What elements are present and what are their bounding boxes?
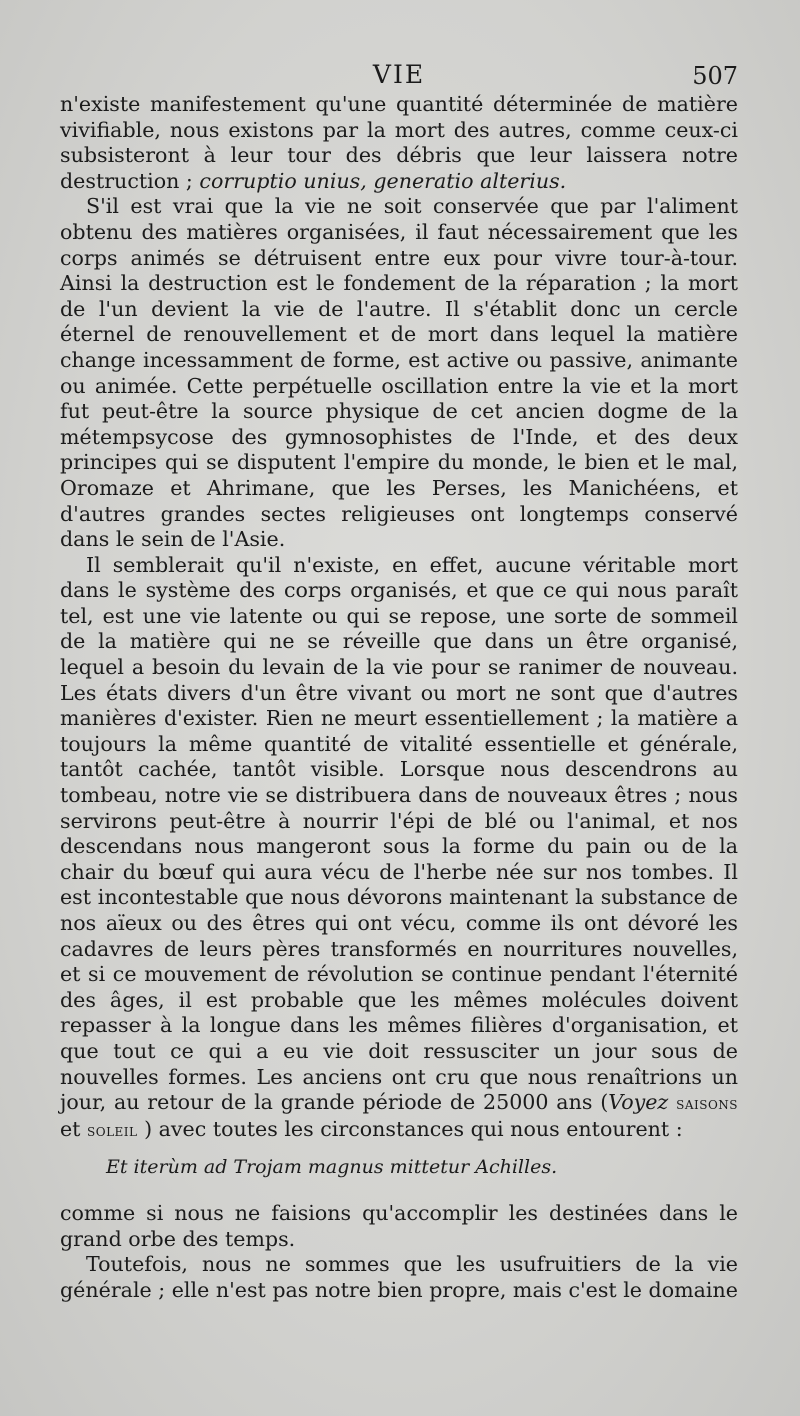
paragraph-5: Toutefois, nous ne sommes que les usufruitiers de la vie générale ; elle n'est pas notre bien propre, mais c'est le domaine [60,1252,738,1302]
cross-ref-voyez: Voyez [608,1090,669,1115]
paragraph-2: S'il est vrai que la vie ne soit conservée que par l'aliment obtenu des matières organisées, il faut nécessairement que les corps animés se détruisent entre eux pour vivre tour-à-tour. Ainsi la destruction est le fondement de la réparation ; la mort de l'un devient la vie de l'autre. Il s'établit donc un cercle éternel de renouvellement et de mort dans lequel la matière change incessamment de forme, est active ou passive, animante ou animée. Cette perpétuelle oscillation entre la vie et la mort fut peut-être la source physique de cet ancien dogme de la métempsycose des gymnosophistes de l'Inde, et des deux principes qui se disputent l'empire du monde, le bien et le mal, Oromaze et Ahrimane, que les Perses, les Manichéens, et d'autres grandes sectes religieuses ont longtemps conservé dans le sein de l'Asie. [60,194,738,552]
paragraph-4: comme si nous ne faisions qu'accomplir les destinées dans le grand orbe des temps. [60,1200,738,1251]
running-head [60,58,738,92]
paragraph-3 [60,553,738,1144]
running-title: VIE [372,60,426,89]
paragraph-1-text: n'existe manifestement qu'une quantité déterminée de matière vivifiable, nous existons par la mort des autres, comme ceux-ci subsisteront à leur tour des débris que leur laissera notre destruction ; [60,92,738,193]
verse-quotation: Et iterùm ad Trojam magnus mittetur Achilles. [106,1156,558,1179]
body-text [60,92,738,1303]
cross-ref-soleil: soleil [87,1119,138,1140]
paragraph-3-tail: ) avec toutes les circonstances qui nous entourent : [144,1116,683,1141]
cross-ref-et: et [60,1116,88,1141]
cross-ref-saisons: saisons [676,1093,738,1114]
latin-phrase: corruptio unius, generatio alterius. [199,168,567,193]
page-number: 507 [692,62,738,90]
paragraph-1 [60,92,738,194]
paragraph-3-text: Il semblerait qu'il n'existe, en effet, aucune véritable mort dans le système des corps organisés, et que ce qui nous paraît tel, est une vie latente ou qui se repose, une sorte de sommeil de la matière qui ne se réveille que dans un être organisé, lequel a besoin du levain de la vie pour se ranimer de nouveau. Les états divers d'un être vivant ou mort ne sont que d'autres manières d'exister. Rien ne meurt essentiellement ; la matière a toujours la même quantité de vitalité essentielle et générale, tantôt cachée, tantôt visible. Lorsque nous descendrons au tombeau, notre vie se distribuera dans de nouveaux êtres ; nous servirons peut-être à nourrir l'épi de blé ou l'animal, et nos descendans nous mangeront sous la forme du pain ou de la chair du bœuf qui aura vécu de l'herbe née sur nos tombes. Il est incontestable que nous dévorons maintenant la substance de nos aïeux ou des êtres qui ont vécu, comme ils ont dévoré les cadavres de leurs pères transformés en nourritures nouvelles, et si ce mouvement de révolution se continue pendant l'éternité des âges, il est probable que les mêmes molécules doivent repasser à la longue dans les mêmes filières d'organisation, et que tout ce qui a eu vie doit ressusciter un jour sous de nouvelles formes. Les anciens ont cru que nous renaîtrions un jour, au retour de la grande période de 25000 ans ( [60,552,738,1115]
